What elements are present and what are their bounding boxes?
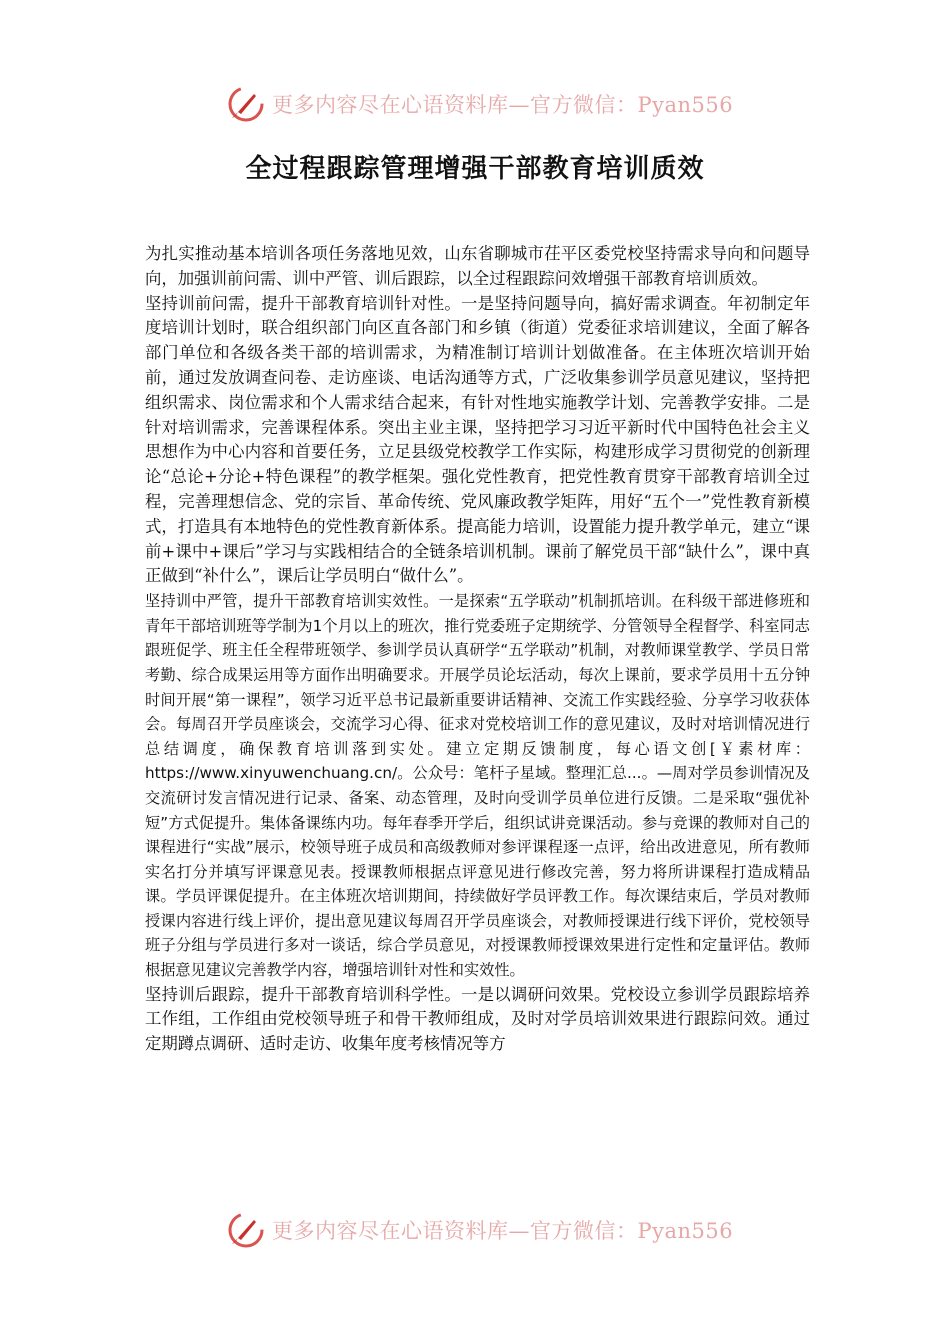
watermark-footer: [226, 1208, 746, 1252]
paragraph-pre-training: 坚持训前问需，提升干部教育培训针对性。一是坚持问题导向，搞好需求调查。年初制定年度培训计划时，联合组织部门向区直各部门和乡镇（街道）党委征求培训建议，全面了解各部门单位和各级各类干部的培训需求，为精准制订培训计划做准备。在主体班次培训开始前，通过发放调查问卷、走访座谈、电话沟通等方式，广泛收集参训学员意见建议，坚持把组织需求、岗位需求和个人需求结合起来，有针对性地实施教学计划、完善教学安排。二是针对培训需求，完善课程体系。突出主业主课，坚持把学习习近平新时代中国特色社会主义思想作为中心内容和首要任务，立足县级党校教学工作实际，构建形成学习贯彻党的创新理论“总论+分论+特色课程”的教学框架。强化党性教育，把党性教育贯穿干部教育培训全过程，完善理想信念、党的宗旨、革命传统、党风廉政教学矩阵，用好“五个一”党性教育新模式，打造具有本地特色的党性教育新体系。提高能力培训，设置能力提升教学单元，建立“课前+课中+课后”学习与实践相结合的全链条培训机制。课前了解党员干部“缺什么”，课中真正做到“补什么”，课后让学员明白“做什么”。: [145, 293, 810, 586]
paragraph-post-training: 坚持训后跟踪，提升干部教育培训科学性。一是以调研问效果。党校设立参训学员跟踪培养工作组，工作组由党校领导班子和骨干教师组成，及时对学员培训效果进行跟踪问效。通过定期蹲点调研、适时走访、收集年度考核情况等方: [145, 984, 810, 1054]
document-title: 全过程跟踪管理增强干部教育培训质效: [245, 154, 705, 184]
brush-logo-icon: [226, 1210, 266, 1250]
brush-logo-icon: [226, 84, 266, 124]
document-body: [145, 242, 810, 1057]
watermark-header: [226, 82, 746, 126]
watermark-text: 更多内容尽在心语资料库—官方微信：Pyan556: [272, 93, 734, 117]
watermark-text: 更多内容尽在心语资料库—官方微信：Pyan556: [272, 1219, 734, 1243]
paragraph-in-training: 坚持训中严管，提升干部教育培训实效性。一是探索“五学联动”机制抓培训。在科级干部进修班和青年干部培训班等学制为1个月以上的班次，推行党委班子定期统学、分管领导全程督学、科室同志跟班促学、班主任全程带班领学、参训学员认真研学“五学联动”机制，对教师课堂教学、学员日常考勤、综合成果运用等方面作出明确要求。开展学员论坛活动，每次上课前，要求学员用十五分钟时间开展“第一课程”，领学习近平总书记最新重要讲话精神、交流工作实践经验、分享学习收获体会。每周召开学员座谈会，交流学习心得、征求对党校培训工作的意见建议，及时对培训情况进行总结调度，确保教育培训落到实处。建立定期反馈制度，每心语文创[￥素材库：https://www.xinyuwenchuang.cn/。公众号：笔杆子星域。整理汇总...。—周对学员参训情况及交流研讨发言情况进行记录、备案、动态管理，及时向受训学员单位进行反馈。二是采取“强优补短”方式促提升。集体备课练内功。每年春季开学后，组织试讲竞课活动。参与竞课的教师对自己的课程进行“实战”展示，校领导班子成员和高级教师对参评课程逐一点评，给出改进意见，所有教师实名打分并填写评课意见表。授课教师根据点评意见进行修改完善，努力将所讲课程打造成精品课。学员评课促提升。在主体班次培训期间，持续做好学员评教工作。每次课结束后，学员对教师授课内容进行线上评价，提出意见建议每周召开学员座谈会，对教师授课进行线下评价，党校领导班子分组与学员进行多对一谈话，综合学员意见，对授课教师授课效果进行定性和定量评估。教师根据意见建议完善教学内容，增强培训针对性和实效性。: [145, 592, 810, 980]
paragraph-intro: 为扎实推动基本培训各项任务落地见效，山东省聊城市茌平区委党校坚持需求导向和问题导向，加强训前问需、训中严管、训后跟踪，以全过程跟踪问效增强干部教育培训质效。: [145, 244, 810, 288]
